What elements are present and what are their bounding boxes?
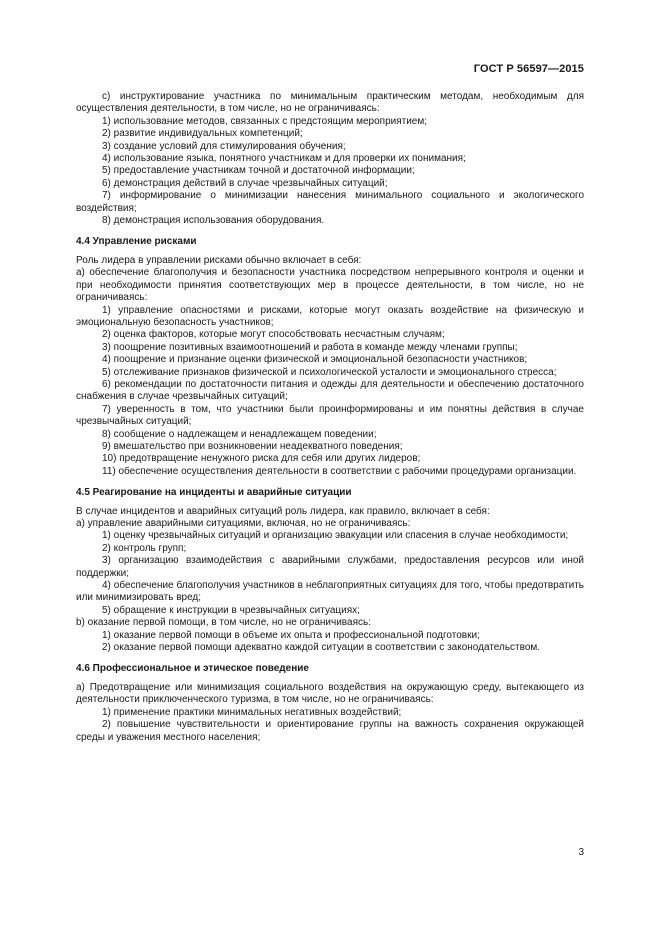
paragraph: 2) контроль групп; bbox=[102, 542, 187, 554]
paragraph: а) управление аварийными ситуациями, включая, но не ограничиваясь: bbox=[76, 518, 411, 529]
paragraph: 3) организацию взаимодействия с аварийными службами, предоставления ресурсов или иной поддержки; bbox=[76, 555, 584, 579]
paragraph: 6) демонстрация действий в случае чрезвычайных ситуаций; bbox=[102, 177, 388, 189]
paragraph: 1) применение практики минимальных негативных воздействий; bbox=[102, 706, 402, 718]
paragraph: а) Предотвращение или минимизация социального воздействия на окружающую среду, вытекающего из деятельности приключенческого туризма, в том числе, но не ограничиваясь: bbox=[76, 681, 584, 706]
section-heading-4-5: 4.5 Реагирование на инциденты и аварийные ситуации bbox=[76, 487, 352, 499]
document-standard-id: ГОСТ Р 56597—2015 bbox=[473, 63, 584, 75]
paragraph: 3) поощрение позитивных взаимоотношений и работа в команде между членами группы; bbox=[102, 341, 518, 353]
paragraph: 8) сообщение о надлежащем и ненадлежащем поведении; bbox=[102, 428, 377, 440]
paragraph: 7) информирование о минимизации нанесения минимального социального и экологического воздействия; bbox=[76, 190, 584, 214]
paragraph: с) инструктирование участника по минимальным практическим методам, необходимым для осуществления деятельности, в том числе, но не ограничиваясь: bbox=[76, 91, 584, 115]
paragraph: 5) обращение к инструкции в чрезвычайных ситуациях; bbox=[102, 604, 360, 616]
section-4-4-body bbox=[76, 255, 584, 478]
paragraph: 2) оценка факторов, которые могут способствовать несчастным случаям; bbox=[102, 329, 445, 341]
paragraph: 3) создание условий для стимулирования обучения; bbox=[102, 140, 346, 152]
paragraph: 5) отслеживание признаков физической и психологической усталости и эмоционального стресса; bbox=[102, 366, 557, 378]
page-content bbox=[76, 91, 584, 744]
paragraph: 10) предотвращение ненужного риска для себя или других лидеров; bbox=[102, 453, 421, 465]
paragraph: 11) обеспечение осуществления деятельности в соответствии с рабочими процедурами организации. bbox=[102, 465, 577, 477]
paragraph: 4) обеспечение благополучия участников в неблагоприятных ситуациях для того, чтобы предотвратить или минимизировать вред; bbox=[76, 580, 584, 604]
paragraph: 1) управление опасностями и рисками, которые могут оказать воздействие на физическую и эмоциональную безопасность участников; bbox=[76, 304, 584, 328]
intro-block bbox=[76, 91, 584, 227]
paragraph: а) обеспечение благополучия и безопасности участника посредством непрерывного контроля и оценки и при необходимости принятия соответствующих мер в процессе деятельности, в том числе, но не ограничиваясь: bbox=[76, 267, 584, 304]
paragraph: 7) уверенность в том, что участники были проинформированы и им понятны действия в случае чрезвычайных ситуаций; bbox=[76, 403, 584, 428]
paragraph: 4) использование языка, понятного участникам и для проверки их понимания; bbox=[102, 153, 466, 165]
paragraph: 1) оказание первой помощи в объеме их опыта и профессиональной подготовки; bbox=[102, 629, 480, 641]
section-4-6-body bbox=[76, 682, 584, 744]
paragraph: 2) повышение чувствительности и ориентирование группы на важность сохранения окружающей среды и уважения местного населения; bbox=[76, 719, 584, 743]
page-number: 3 bbox=[578, 847, 584, 858]
section-4-5-body bbox=[76, 506, 584, 655]
paragraph: 1) оценку чрезвычайных ситуаций и организацию эвакуации или спасения в случае необходимости; bbox=[102, 530, 569, 542]
section-heading-4-6: 4.6 Профессиональное и этическое поведение bbox=[76, 663, 309, 675]
paragraph: 4) поощрение и признание оценки физической и эмоциональной безопасности участников; bbox=[102, 354, 528, 366]
paragraph: 1) использование методов, связанных с предстоящим мероприятием; bbox=[102, 115, 428, 127]
section-heading-4-4: 4.4 Управление рисками bbox=[76, 236, 197, 248]
paragraph: 6) рекомендации по достаточности питания и одежды для деятельности и обеспечению достаточного снабжения в случае чрезвычайных ситуаций; bbox=[76, 378, 584, 403]
paragraph: Роль лидера в управлении рисками обычно включает в себя: bbox=[76, 254, 362, 266]
paragraph: 8) демонстрация использования оборудования. bbox=[102, 215, 325, 227]
paragraph: В случае инцидентов и аварийных ситуаций роль лидера, как правило, включает в себя: bbox=[76, 505, 490, 517]
paragraph: 2) оказание первой помощи адекватно каждой ситуации в соответствии с законодательством. bbox=[102, 642, 541, 654]
paragraph: 2) развитие индивидуальных компетенций; bbox=[102, 128, 303, 140]
paragraph: 9) вмешательство при возникновении неадекватного поведения; bbox=[102, 440, 403, 452]
paragraph: 5) предоставление участникам точной и достаточной информации; bbox=[102, 165, 415, 177]
paragraph: b) оказание первой помощи, в том числе, но не ограничиваясь: bbox=[76, 617, 371, 629]
